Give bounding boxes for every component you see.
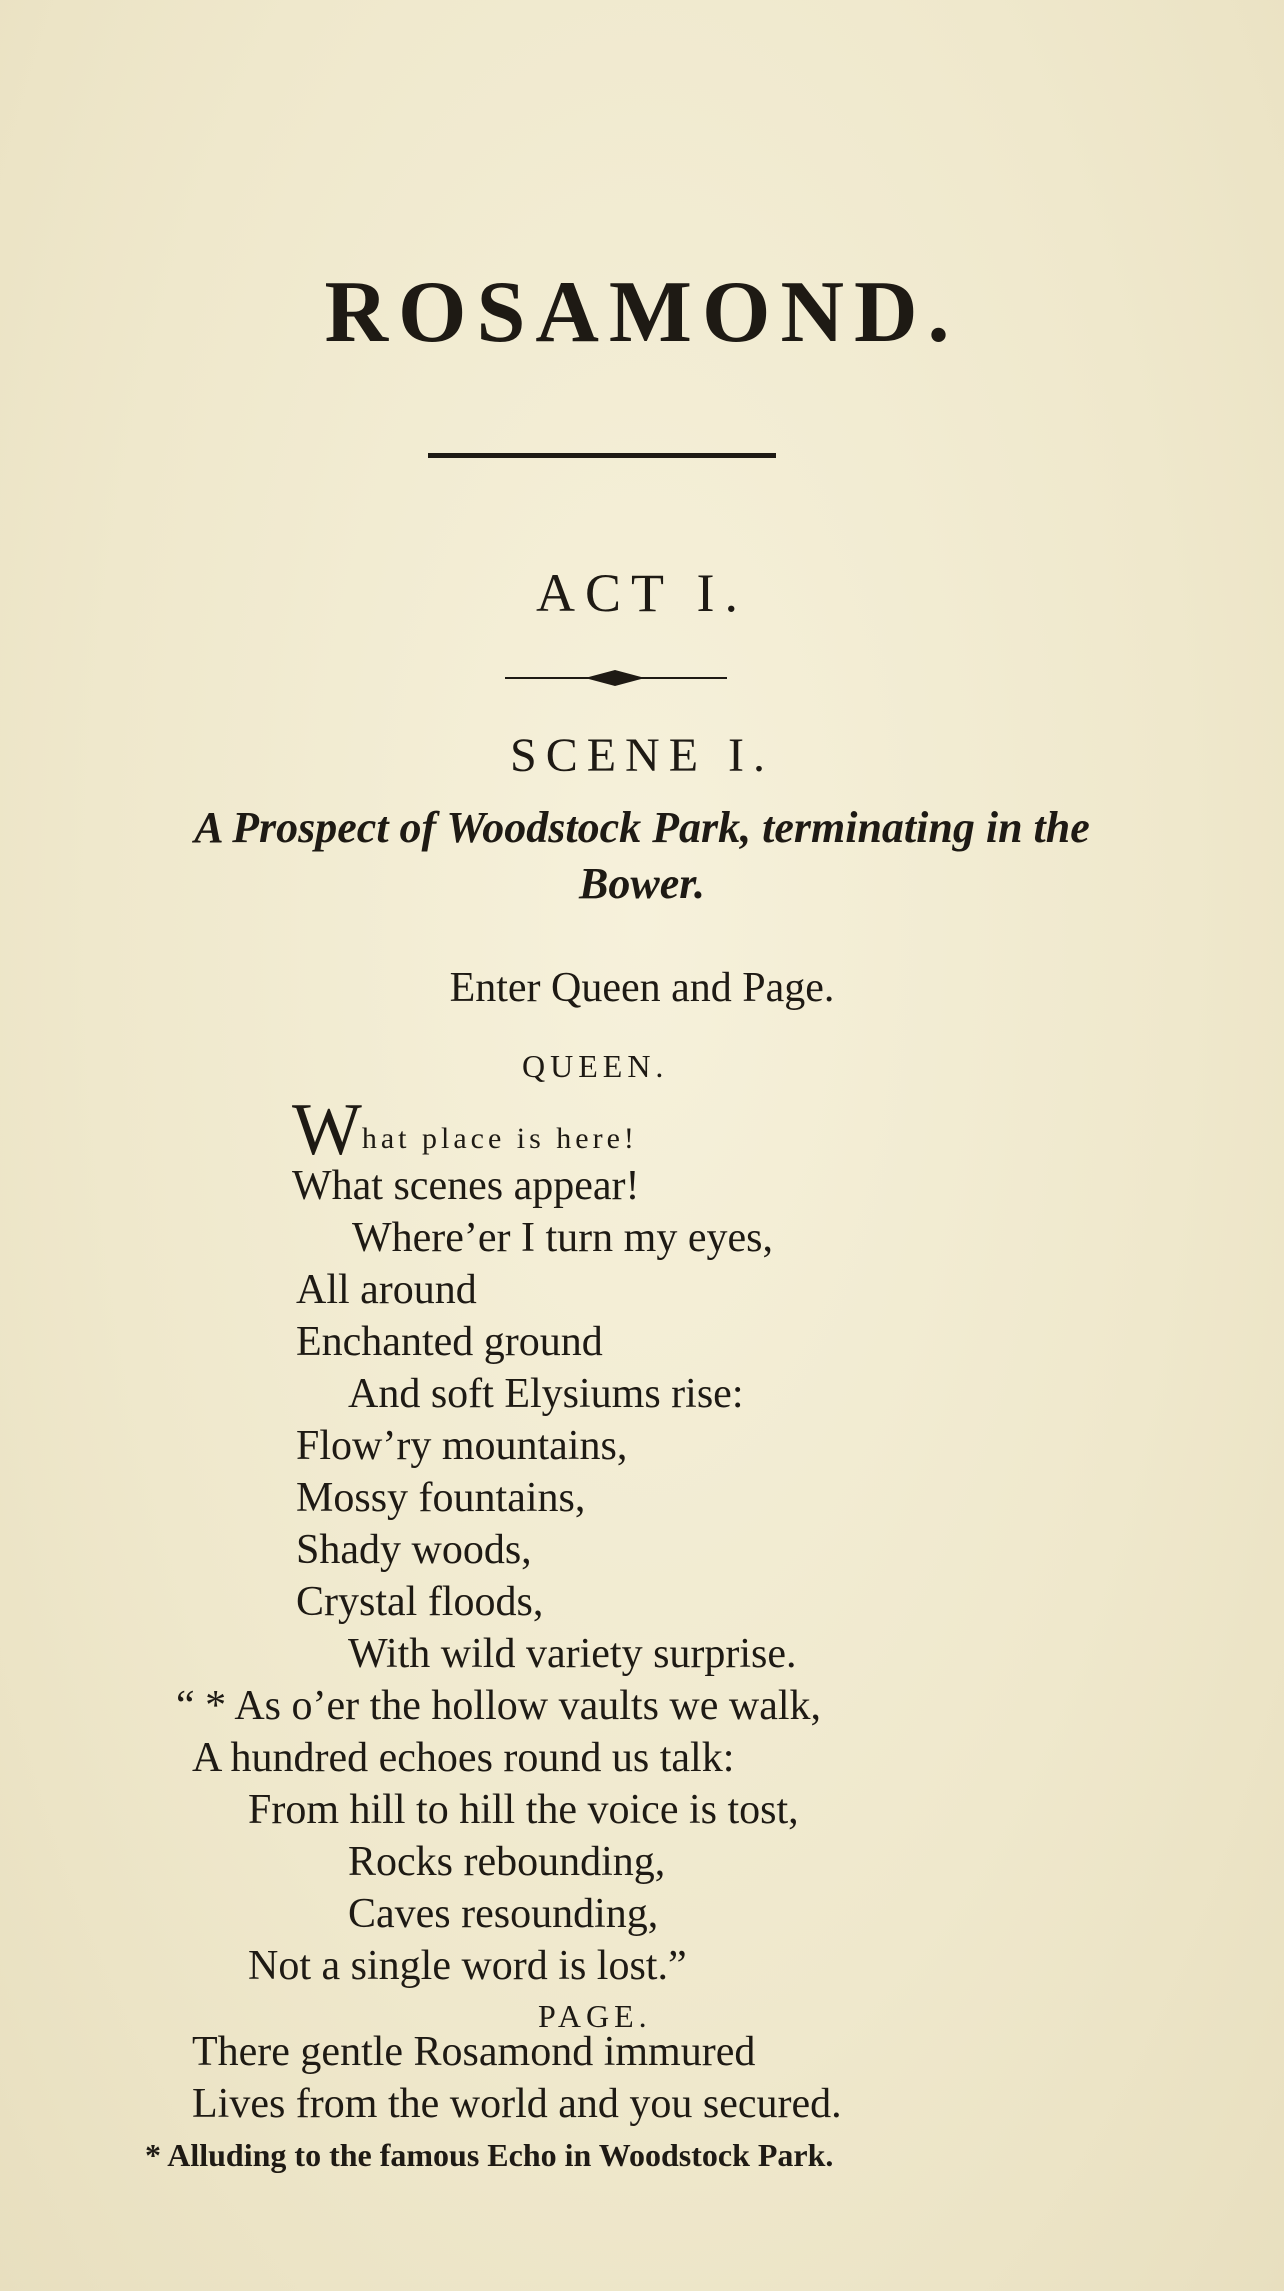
verse-line: Crystal floods, bbox=[296, 1579, 544, 1625]
speaker-page: PAGE. bbox=[538, 1998, 652, 2034]
verse-line: What scenes appear! bbox=[292, 1163, 640, 1209]
speaker-queen: QUEEN. bbox=[522, 1048, 669, 1084]
verse-line: A hundred echoes round us talk: bbox=[192, 1735, 735, 1781]
play-title: ROSAMOND. bbox=[324, 264, 960, 361]
verse-line: Where’er I turn my eyes, bbox=[352, 1215, 773, 1261]
scene-setting-line2: Bower. bbox=[579, 859, 705, 908]
act-heading: ACT I. bbox=[535, 563, 748, 623]
verse-line-rest: hat place is here! bbox=[361, 1122, 638, 1155]
verse-line: Lives from the world and you secured. bbox=[192, 2081, 842, 2127]
verse-line: Enchanted ground bbox=[296, 1319, 603, 1365]
verse-line: And soft Elysiums rise: bbox=[348, 1371, 744, 1417]
verse-line: Shady woods, bbox=[296, 1527, 532, 1573]
title-rule bbox=[428, 453, 776, 458]
verse-line: Not a single word is lost.” bbox=[248, 1943, 687, 1989]
verse-line: Flow’ry mountains, bbox=[296, 1423, 628, 1469]
verse-line bbox=[292, 1089, 638, 1171]
verse-line: Rocks rebounding, bbox=[348, 1839, 666, 1885]
verse-line: There gentle Rosamond immured bbox=[192, 2029, 756, 2075]
verse-line: Mossy fountains, bbox=[296, 1475, 586, 1521]
stage-direction: Enter Queen and Page. bbox=[449, 965, 835, 1011]
verse-line: “ * As o’er the hollow vaults we walk, bbox=[176, 1683, 822, 1729]
verse-line: With wild variety surprise. bbox=[348, 1631, 797, 1677]
verse-line: All around bbox=[296, 1267, 477, 1313]
scene-heading: SCENE I. bbox=[510, 729, 774, 782]
verse-line: Caves resounding, bbox=[348, 1891, 659, 1937]
scene-setting-line1: A Prospect of Woodstock Park, terminating in the bbox=[194, 803, 1090, 852]
drop-cap: W bbox=[292, 1089, 362, 1171]
ornament-divider bbox=[505, 668, 727, 688]
scene-setting bbox=[0, 800, 1284, 912]
verse-line: From hill to hill the voice is tost, bbox=[248, 1787, 799, 1833]
footnote: * Alluding to the famous Echo in Woodstock Park. bbox=[145, 2137, 834, 2173]
